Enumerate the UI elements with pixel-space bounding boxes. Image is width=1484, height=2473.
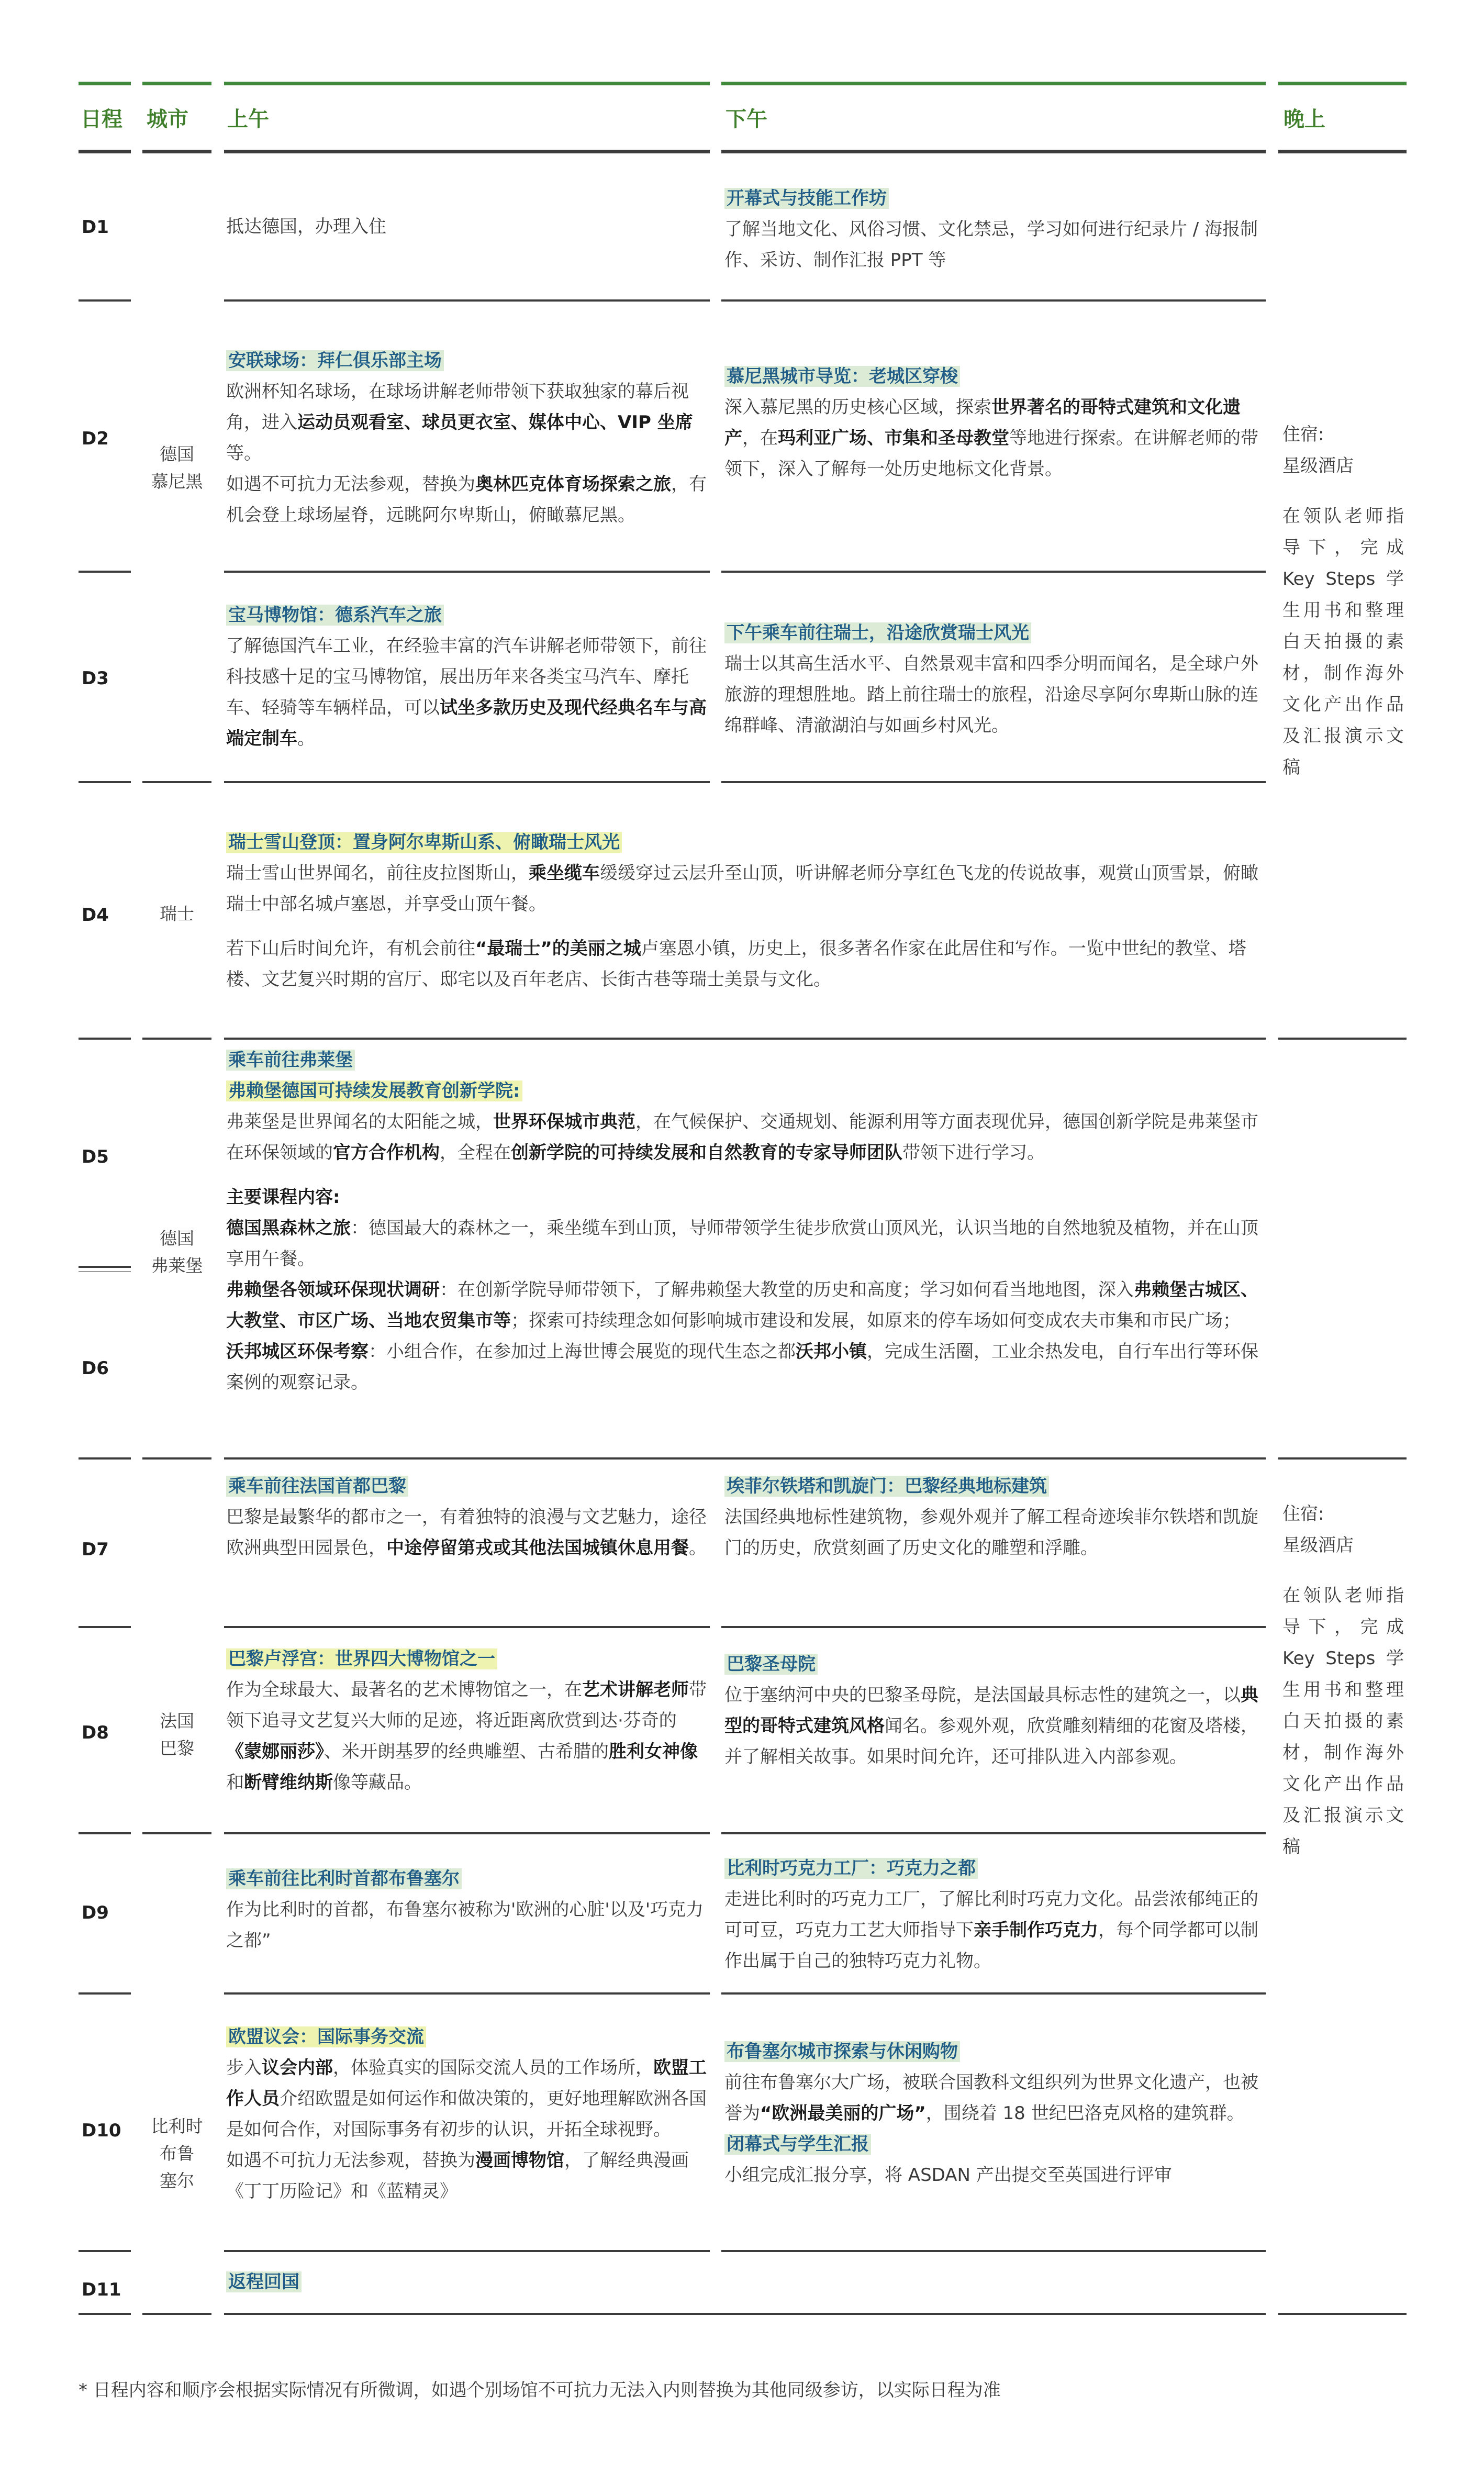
d4-p2-text-2: 卢塞恩小镇，历史上，很多著名作家在此居住和写作。一览中世纪的教堂、塔楼、文艺复兴时期的宫厅、邸宅以及百年老店、长街古巷等瑞士美景与文化。 bbox=[226, 938, 1246, 990]
d9-afternoon-text-1: 走进比利时的巧克力工厂，了解比利时巧克力文化。品尝浓郁纯正的可可豆，巧克力工艺大师指导下 bbox=[724, 1889, 1258, 1941]
d5-p1-text-3: ，全程在 bbox=[440, 1142, 511, 1163]
d2-afternoon-text-2: ，在 bbox=[742, 428, 778, 449]
day-rule-d4 bbox=[79, 1038, 131, 1040]
d5-course-3-text-2: ，完成生活圈，工业余热发电，自行车出行等环保案例的观察记录。 bbox=[226, 1341, 1258, 1393]
d5-title-1: 乘车前往弗莱堡 bbox=[226, 1050, 355, 1071]
day-rule-d6 bbox=[79, 1457, 131, 1460]
d5-p1-keyword-1: 世界环保城市典范 bbox=[493, 1111, 635, 1132]
city-freiburg-name: 弗莱堡 bbox=[151, 1255, 203, 1276]
day-label-d8: D8 bbox=[82, 1722, 109, 1743]
day-rule-d3 bbox=[79, 781, 131, 783]
city-brussels-line1: 比利时 bbox=[151, 2116, 203, 2136]
d11-title: 返程回国 bbox=[226, 2271, 302, 2292]
d10-morning-keyword-1: 议会内部 bbox=[262, 2057, 333, 2078]
d4-p2-keyword: “最瑞士”的美丽之城 bbox=[475, 938, 641, 959]
day-label-d5: D5 bbox=[82, 1146, 109, 1167]
d10-afternoon-text-1: 前往布鲁塞尔大广场，被联合国教科文组织列为世界文化遗产，也被誉为 bbox=[724, 2072, 1258, 2124]
day-rule-d5 bbox=[79, 1266, 131, 1268]
d2-morning-rule bbox=[224, 571, 710, 573]
d9-afternoon-rule bbox=[721, 1992, 1266, 1995]
day-rule-d10 bbox=[79, 2250, 131, 2252]
d8-morning-rule bbox=[224, 1832, 710, 1834]
header-rule-top-evening bbox=[1278, 82, 1407, 85]
evening-d7-d11-rule bbox=[1278, 2313, 1407, 2315]
city-freiburg-country: 德国 bbox=[160, 1228, 194, 1249]
d1-afternoon bbox=[724, 183, 1264, 276]
d10-afternoon bbox=[724, 2036, 1264, 2191]
evening-2-desc: 在领队老师指导下，完成 Key Steps 学生用书和整理白天拍摄的素材，制作海外文化产出作品及汇报演示文稿 bbox=[1282, 1585, 1404, 1857]
d8-morning bbox=[226, 1644, 708, 1798]
city-munich bbox=[142, 441, 211, 495]
d2-afternoon-keyword-2: 玛利亚广场、市集和圣母教堂 bbox=[778, 428, 1009, 449]
d3-morning-title: 宝马博物馆：德系汽车之旅 bbox=[226, 605, 444, 626]
city-rule-munich bbox=[142, 781, 211, 783]
d5-course-2-keyword: 弗赖堡古城区、大教堂、市区广场、当地农贸集市等 bbox=[226, 1279, 1258, 1331]
city-paris-country: 法国 bbox=[160, 1711, 194, 1731]
evening-2-stay-value: 星级酒店 bbox=[1282, 1535, 1354, 1556]
d2-afternoon-rule bbox=[721, 571, 1266, 573]
d4-title: 瑞士雪山登顶：置身阿尔卑斯山系、俯瞰瑞士风光 bbox=[226, 832, 622, 853]
city-brussels bbox=[142, 2113, 211, 2194]
d5-d6-content bbox=[226, 1045, 1263, 1398]
evening-block-1 bbox=[1282, 419, 1404, 783]
d2-afternoon bbox=[724, 361, 1264, 485]
day-rule-d9 bbox=[79, 1992, 131, 1995]
day-label-d7: D7 bbox=[82, 1539, 109, 1560]
d9-morning bbox=[226, 1864, 708, 1956]
d9-afternoon-keyword: 亲手制作巧克力 bbox=[974, 1920, 1098, 1941]
header-rule-bottom-schedule bbox=[79, 150, 131, 153]
d5-course-3-name: 沃邦城区环保考察 bbox=[226, 1341, 369, 1362]
d4-p1-text-1: 瑞士雪山世界闻名，前往皮拉图斯山， bbox=[226, 863, 529, 884]
city-rule-d5-d6 bbox=[79, 1271, 131, 1272]
d8-morning-text-4: 和 bbox=[226, 1772, 244, 1793]
d3-morning bbox=[226, 600, 708, 754]
d8-morning-text-3: 、米开朗基罗的经典雕塑、古希腊的 bbox=[324, 1741, 609, 1762]
header-rule-bottom-evening bbox=[1278, 150, 1407, 153]
city-rule-paris bbox=[142, 1832, 211, 1834]
evening-1-stay-label: 住宿: bbox=[1282, 424, 1324, 445]
city-brussels-line3: 塞尔 bbox=[160, 2170, 194, 2191]
d10-afternoon-keyword: “欧洲最美丽的广场” bbox=[760, 2103, 926, 2124]
header-rule-bottom-morning bbox=[224, 150, 710, 153]
d7-afternoon-text: 法国经典地标性建筑物，参观外观并了解工程奇迹埃菲尔铁塔和凯旋门的历史，欣赏刻画了历史文化的雕塑和浮雕。 bbox=[724, 1507, 1258, 1558]
d9-morning-text: 作为比利时的首都，布鲁塞尔被称为'欧洲的心脏'以及'巧克力之都” bbox=[226, 1899, 704, 1951]
d5-course-2-name: 弗赖堡各领域环保现状调研 bbox=[226, 1279, 440, 1300]
city-rule-brussels bbox=[142, 2313, 211, 2315]
d9-afternoon-text-2: ，每个同学都可以制作出属于自己的独特巧克力礼物。 bbox=[724, 1920, 1258, 1971]
d8-morning-keyword-3: 胜利女神像 bbox=[609, 1741, 698, 1762]
d9-afternoon-title: 比利时巧克力工厂：巧克力之都 bbox=[724, 1858, 978, 1879]
city-munich-name: 慕尼黑 bbox=[151, 471, 203, 492]
d2-morning bbox=[226, 346, 708, 531]
city-brussels-line2: 布鲁 bbox=[160, 2143, 194, 2164]
city-switzerland: 瑞士 bbox=[160, 904, 194, 924]
evening-d2-d4-rule bbox=[1278, 1038, 1407, 1040]
city-freiburg bbox=[142, 1225, 211, 1279]
day-label-d9: D9 bbox=[82, 1902, 109, 1923]
d2-afternoon-keyword-1: 世界著名的哥特式建筑和文化遗产 bbox=[724, 397, 1241, 449]
header-rule-top-city bbox=[142, 82, 211, 85]
city-paris-name: 巴黎 bbox=[160, 1738, 194, 1758]
d5-p1-text-4: 带领下进行学习。 bbox=[902, 1142, 1045, 1163]
d8-afternoon bbox=[724, 1649, 1264, 1773]
d8-afternoon-keyword: 典型的哥特式建筑风格 bbox=[724, 1685, 1258, 1736]
header-schedule: 日程 bbox=[81, 107, 122, 131]
city-rule-switzerland bbox=[142, 1038, 211, 1040]
d11-content bbox=[226, 2267, 708, 2298]
d10-afternoon-text-3: 小组完成汇报分享，将 ASDAN 产出提交至英国进行评审 bbox=[724, 2165, 1172, 2186]
city-munich-country: 德国 bbox=[160, 444, 194, 464]
d3-afternoon-rule bbox=[721, 781, 1266, 783]
d7-morning bbox=[226, 1471, 708, 1564]
d10-afternoon-title-2: 闭幕式与学生汇报 bbox=[724, 2134, 871, 2155]
d7-morning-text-2: 。 bbox=[689, 1538, 707, 1558]
d7-morning-rule bbox=[224, 1626, 710, 1628]
header-rule-top-schedule bbox=[79, 82, 131, 85]
d8-morning-text-2: 带领下追寻文艺复兴大师的足迹，将近距离欣赏到达·芬奇的 bbox=[226, 1679, 707, 1731]
d3-morning-keyword: 试坐多款历史及现代经典名车与高端定制车 bbox=[226, 697, 707, 749]
d1-morning bbox=[226, 211, 697, 242]
d10-morning-title: 欧盟议会：国际事务交流 bbox=[226, 2026, 426, 2047]
d8-morning-keyword-2: 《蒙娜丽莎》 bbox=[226, 1741, 324, 1762]
day-label-d10: D10 bbox=[82, 2120, 121, 2141]
d4-p1-text-2: 缓缓穿过云层升至山顶，听讲解老师分享红色飞龙的传说故事，观赏山顶雪景，俯瞰瑞士中部名城卢塞恩，并享受山顶午餐。 bbox=[226, 863, 1258, 915]
d2-morning-title: 安联球场：拜仁俱乐部主场 bbox=[226, 350, 444, 371]
d2-afternoon-text-1: 深入慕尼黑的历史核心区域，探索 bbox=[724, 397, 991, 418]
d10-morning-text-1: 步入 bbox=[226, 2057, 262, 2078]
day-rule-d1 bbox=[79, 299, 131, 302]
d4-rule bbox=[224, 1038, 1266, 1040]
evening-1-stay-value: 星级酒店 bbox=[1282, 455, 1354, 476]
day-rule-d2 bbox=[79, 571, 131, 573]
d10-morning-text-4: 如遇不可抗力无法参观，替换为 bbox=[226, 2150, 475, 2171]
d1-afternoon-title: 开幕式与技能工作坊 bbox=[724, 188, 889, 209]
header-rule-bottom-afternoon bbox=[721, 150, 1266, 153]
city-rule-freiburg bbox=[142, 1457, 211, 1460]
d3-afternoon bbox=[724, 618, 1264, 741]
city-paris bbox=[142, 1708, 211, 1762]
d4-content bbox=[226, 827, 1263, 995]
d3-morning-text-2: 。 bbox=[297, 728, 315, 749]
d3-afternoon-title: 下午乘车前往瑞士，沿途欣赏瑞士风光 bbox=[724, 622, 1031, 643]
header-rule-bottom-city bbox=[142, 150, 211, 153]
d5-p1-keyword-2: 官方合作机构 bbox=[333, 1142, 440, 1163]
d2-morning-keyword-2: 奥林匹克体育场探索之旅 bbox=[475, 474, 671, 495]
d10-morning-rule bbox=[224, 2250, 710, 2252]
day-rule-d7 bbox=[79, 1626, 131, 1628]
d5-course-1-text: ：德国最大的森林之一，乘坐缆车到山顶，导师带领学生徒步欣赏山顶风光，认识当地的自然地貌及植物，并在山顶享用午餐。 bbox=[226, 1218, 1258, 1269]
d10-morning-text-2: ，体验真实的国际交流人员的工作场所， bbox=[333, 2057, 653, 2078]
d9-afternoon bbox=[724, 1853, 1264, 1977]
d1-afternoon-text: 了解当地文化、风俗习惯、文化禁忌，学习如何进行纪录片 / 海报制作、采访、制作汇报 PPT 等 bbox=[724, 219, 1258, 271]
d2-afternoon-text-3: 等地进行探索。在讲解老师的带领下，深入了解每一处历史地标文化背景。 bbox=[724, 428, 1258, 480]
footnote: * 日程内容和顺序会根据实际情况有所微调，如遇个别场馆不可抗力无法入内则替换为其他同级参访，以实际日程为准 bbox=[79, 2380, 1001, 2401]
d1-morning-rule bbox=[224, 299, 710, 302]
d10-morning bbox=[226, 2022, 708, 2207]
d5-course-2-text-1: ：在创新学院导师带领下，了解弗赖堡大教堂的历史和高度；学习如何看当地地图，深入 bbox=[440, 1279, 1134, 1300]
d8-morning-title: 巴黎卢浮宫：世界四大博物馆之一 bbox=[226, 1648, 497, 1669]
d1-afternoon-rule bbox=[721, 299, 1266, 302]
d8-afternoon-title: 巴黎圣母院 bbox=[724, 1654, 818, 1675]
d2-morning-text-2: 等。 bbox=[226, 443, 262, 464]
d2-morning-text-3: 如遇不可抗力无法参观，替换为 bbox=[226, 474, 475, 495]
d2-morning-text-1: 欧洲杯知名球场，在球场讲解老师带领下获取独家的幕后视角，进入 bbox=[226, 381, 689, 433]
d5-title-2: 弗赖堡德国可持续发展教育创新学院: bbox=[226, 1080, 522, 1101]
d7-morning-text-1: 巴黎是最繁华的都市之一，有着独特的浪漫与文艺魅力，途径欧洲典型田园景色， bbox=[226, 1507, 707, 1558]
header-rule-top-afternoon bbox=[721, 82, 1266, 85]
day-rule-d8 bbox=[79, 1832, 131, 1834]
d3-morning-rule bbox=[224, 781, 710, 783]
d9-morning-title: 乘车前往比利时首都布鲁塞尔 bbox=[226, 1868, 462, 1889]
d4-p1-keyword: 乘坐缆车 bbox=[529, 863, 600, 884]
d10-afternoon-text-2: ，围绕着 18 世纪巴洛克风格的建筑群。 bbox=[925, 2103, 1245, 2124]
d3-afternoon-text: 瑞士以其高生活水平、自然景观丰富和四季分明而闻名，是全球户外旅游的理想胜地。踏上前往瑞士的旅程，沿途尽享阿尔卑斯山脉的连绵群峰、清澈湖泊与如画乡村风光。 bbox=[724, 653, 1258, 736]
d8-morning-text-1: 作为全球最大、最著名的艺术博物馆之一，在 bbox=[226, 1679, 582, 1700]
header-city: 城市 bbox=[147, 107, 188, 131]
d3-morning-text-1: 了解德国汽车工业，在经验丰富的汽车讲解老师带领下，前往科技感十足的宝马博物馆，展出历年来各类宝马汽车、摩托车、轻骑等车辆样品，可以 bbox=[226, 636, 707, 718]
day-label-d2: D2 bbox=[82, 428, 109, 449]
d7-afternoon-rule bbox=[721, 1626, 1266, 1628]
evening-2-stay-label: 住宿: bbox=[1282, 1503, 1324, 1524]
d5-course-2-text-2: ；探索可持续理念如何影响城市建设和发展，如原来的停车场如何变成农夫市集和市民广场； bbox=[511, 1310, 1241, 1331]
day-label-d11: D11 bbox=[82, 2279, 121, 2300]
d2-afternoon-title: 慕尼黑城市导览：老城区穿梭 bbox=[724, 366, 960, 387]
day-label-d4: D4 bbox=[82, 905, 109, 926]
d10-morning-keyword-2: 欧盟工作人员 bbox=[226, 2057, 707, 2109]
d7-morning-title: 乘车前往法国首都巴黎 bbox=[226, 1476, 408, 1497]
d7-morning-keyword: 中途停留第戎或其他法国城镇休息用餐 bbox=[386, 1538, 689, 1558]
header-evening: 晚上 bbox=[1284, 107, 1325, 131]
day-rule-d11 bbox=[79, 2313, 131, 2315]
evening-d5-d6-rule bbox=[1278, 1457, 1407, 1460]
d10-afternoon-rule bbox=[721, 2250, 1266, 2252]
day-label-d1: D1 bbox=[82, 217, 109, 238]
d10-afternoon-title-1: 布鲁塞尔城市探索与休闲购物 bbox=[724, 2041, 960, 2062]
d11-rule bbox=[224, 2313, 1266, 2315]
d10-morning-text-3: 介绍欧盟是如何运作和做决策的，更好地理解欧洲各国是如何合作，对国际事务有初步的认识，开拓全球视野。 bbox=[226, 2088, 707, 2140]
day-label-d6: D6 bbox=[82, 1358, 109, 1379]
evening-1-desc: 在领队老师指导下，完成 Key Steps 学生用书和整理白天拍摄的素材，制作海外文化产出作品及汇报演示文稿 bbox=[1282, 506, 1404, 778]
d2-morning-keyword-1: 运动员观看室、球员更衣室、媒体中心、VIP 坐席 bbox=[297, 412, 693, 433]
d5-p1-text-1: 弗莱堡是世界闻名的太阳能之城， bbox=[226, 1111, 493, 1132]
d8-morning-text-5: 像等藏品。 bbox=[333, 1772, 422, 1793]
d9-morning-rule bbox=[224, 1992, 710, 1995]
day-label-d3: D3 bbox=[82, 668, 109, 689]
d5-course-3-keyword: 沃邦小镇 bbox=[796, 1341, 867, 1362]
d4-p2-text-1: 若下山后时间允许，有机会前往 bbox=[226, 938, 475, 959]
header-morning: 上午 bbox=[227, 107, 269, 131]
evening-block-2 bbox=[1282, 1498, 1404, 1863]
d8-afternoon-rule bbox=[721, 1832, 1266, 1834]
d5-d6-rule bbox=[224, 1457, 1266, 1460]
d7-afternoon-title: 埃菲尔铁塔和凯旋门：巴黎经典地标建筑 bbox=[724, 1476, 1049, 1497]
d10-morning-keyword-3: 漫画博物馆 bbox=[475, 2150, 564, 2171]
d8-afternoon-text-2: 闻名。参观外观，欣赏雕刻精细的花窗及塔楼，并了解相关故事。如果时间允许，还可排队进入内部参观。 bbox=[724, 1715, 1258, 1767]
d8-afternoon-text-1: 位于塞纳河中央的巴黎圣母院，是法国最具标志性的建筑之一，以 bbox=[724, 1685, 1241, 1706]
header-rule-top-morning bbox=[224, 82, 710, 85]
d2-morning-text-4: ，有机会登上球场屋脊，远眺阿尔卑斯山，俯瞰慕尼黑。 bbox=[226, 474, 707, 526]
d5-course-title: 主要课程内容: bbox=[226, 1187, 340, 1208]
header-afternoon: 下午 bbox=[726, 107, 767, 131]
d8-morning-keyword-4: 断臂维纳斯 bbox=[244, 1772, 333, 1793]
d5-course-1-name: 德国黑森林之旅 bbox=[226, 1218, 351, 1239]
d5-p1-text-2: ，在气候保护、交通规划、能源利用等方面表现优异，德国创新学院是弗莱堡市在环保领域的 bbox=[226, 1111, 1258, 1163]
d1-morning-text: 抵达德国，办理入住 bbox=[226, 216, 386, 237]
d5-course-3-text-1: ：小组合作，在参加过上海世博会展览的现代生态之都 bbox=[369, 1341, 796, 1362]
d8-morning-keyword-1: 艺术讲解老师 bbox=[582, 1679, 689, 1700]
d10-morning-text-5: ，了解经典漫画《丁丁历险记》和《蓝精灵》 bbox=[226, 2150, 689, 2202]
d7-afternoon bbox=[724, 1471, 1264, 1564]
d5-p1-keyword-3: 创新学院的可持续发展和自然教育的专家导师团队 bbox=[511, 1142, 902, 1163]
